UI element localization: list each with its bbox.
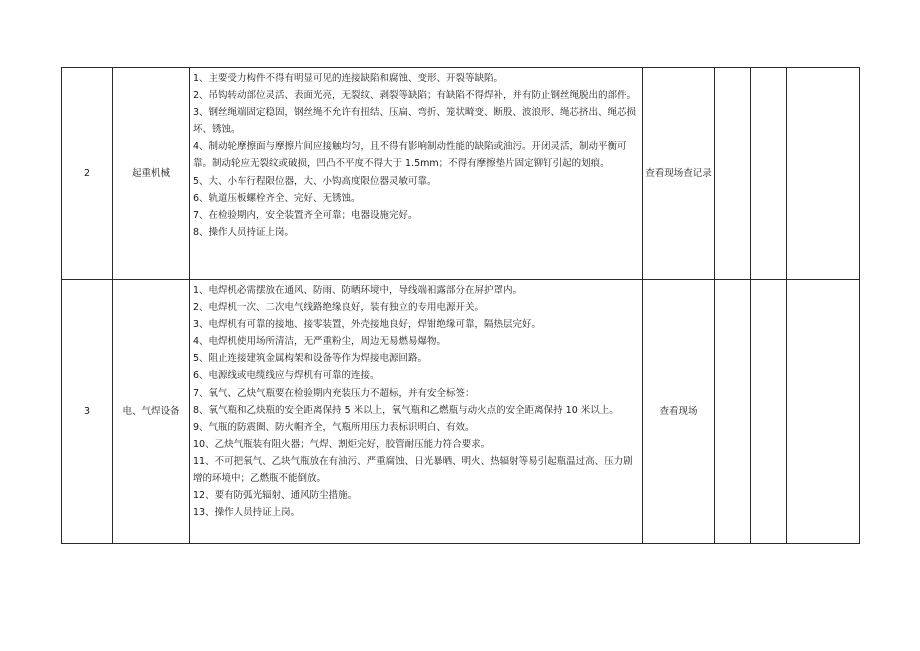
requirement-line: 4、电焊机使用场所清洁，无严重粉尘，周边无易燃易爆物。 [193,336,447,348]
item-name: 起重机械 [113,68,190,280]
item-name: 电、气焊设备 [113,280,190,544]
check-method: 查看现场 [643,280,715,544]
inspection-table [61,67,860,544]
requirement-line: 1、电焊机必需摆放在通风、防雨、防晒环境中，导线端衵露部分在屏护罩内。 [193,285,523,296]
requirement-line: 11、不可把氧气、乙块气瓶放在有油污、严重腐蚀、日光暴晒、明火、热辐射等易引起瓶温过高、压力剧增的环境中；乙燃瓶不能倒放。 [193,455,633,485]
requirement-line: 4、制动轮摩擦面与摩擦片间应接触均匀，且不得有影响制动性能的缺陷或油污。开闭灵活，制动平衡可靠。制动轮应无裂纹或破损，凹凸不平度不得大于 1.5mm；不得有摩擦垫片固定铆钉引起的划痕。 [193,141,627,170]
empty-cell [715,280,751,544]
empty-cell [751,280,787,544]
requirement-line: 8、操作人员持证上岗。 [193,226,295,238]
item-number: 3 [62,280,113,544]
requirements-cell [190,68,643,280]
requirement-line: 2、吊钩转动部位灵活、表面光亮，无裂纹、剥裂等缺陷；有缺陷不得焊补，并有防止钢丝绳脱出的部件。 [193,90,637,102]
requirement-line: 6、电源线或电缆线应与焊机有可靠的连接。 [193,370,380,382]
requirement-line: 10、乙炔气瓶装有阻火器；气焊、割炬完好，胶管耐压能力符合要求。 [193,438,491,450]
empty-cell [751,68,787,280]
empty-cell [787,68,860,280]
requirement-line: 9、气瓶的防震圈、防火帽齐全，气瓶所用压力表标识明白、有效。 [193,421,475,433]
requirement-line: 5、阻止连接建筑金属构架和设备等作为焊接电源回路。 [193,353,428,365]
empty-cell [715,68,751,280]
check-method: 查看现场查记录 [643,68,715,280]
requirement-line: 3、钢丝绳端固定稳固，钢丝绳不允许有扭结、压扁、弯折、笼状畸变、断股、波浪形、绳芯挤出、绳芯损坏、锈蚀。 [193,107,637,136]
requirement-line: 7、在检验期内，安全装置齐全可靠；电器设施完好。 [193,209,418,221]
table-row [62,280,860,544]
requirement-line: 5、大、小车行程限位器，大、小钩高度限位器灵敏可靠。 [193,175,437,187]
requirement-line: 13、操作人员持证上岗。 [193,507,301,519]
requirement-line: 1、主要受力构件不得有明显可见的连接缺陷和腐蚀、变形、开裂等缺陷。 [193,73,504,84]
empty-cell [787,280,860,544]
requirements-cell [190,280,643,544]
requirement-line: 12、要有防弧光辐射、通风防尘措施。 [193,490,358,502]
requirement-line: 3、电焊机有可靠的接地、接零装置，外壳接地良好，焊钳绝缘可靠，隔热层完好。 [193,319,542,331]
requirement-line: 7、氧气、乙炔气瓶要在检验期内充装压力不超标，并有安全标签： [193,387,475,399]
table-row [62,68,860,280]
requirement-line: 6、轨道压板螺栓齐全、完好、无锈蚀。 [193,192,361,204]
requirement-line: 8、氧气瓶和乙炔瓶的安全距离保持 5 米以上，氧气瓶和乙燃瓶与动火点的安全距离保持 10 米以上。 [193,404,619,416]
item-number: 2 [62,68,113,280]
requirement-line: 2、电焊机一次、二次电气线路绝缘良好，装有独立的专用电源开关。 [193,302,485,314]
